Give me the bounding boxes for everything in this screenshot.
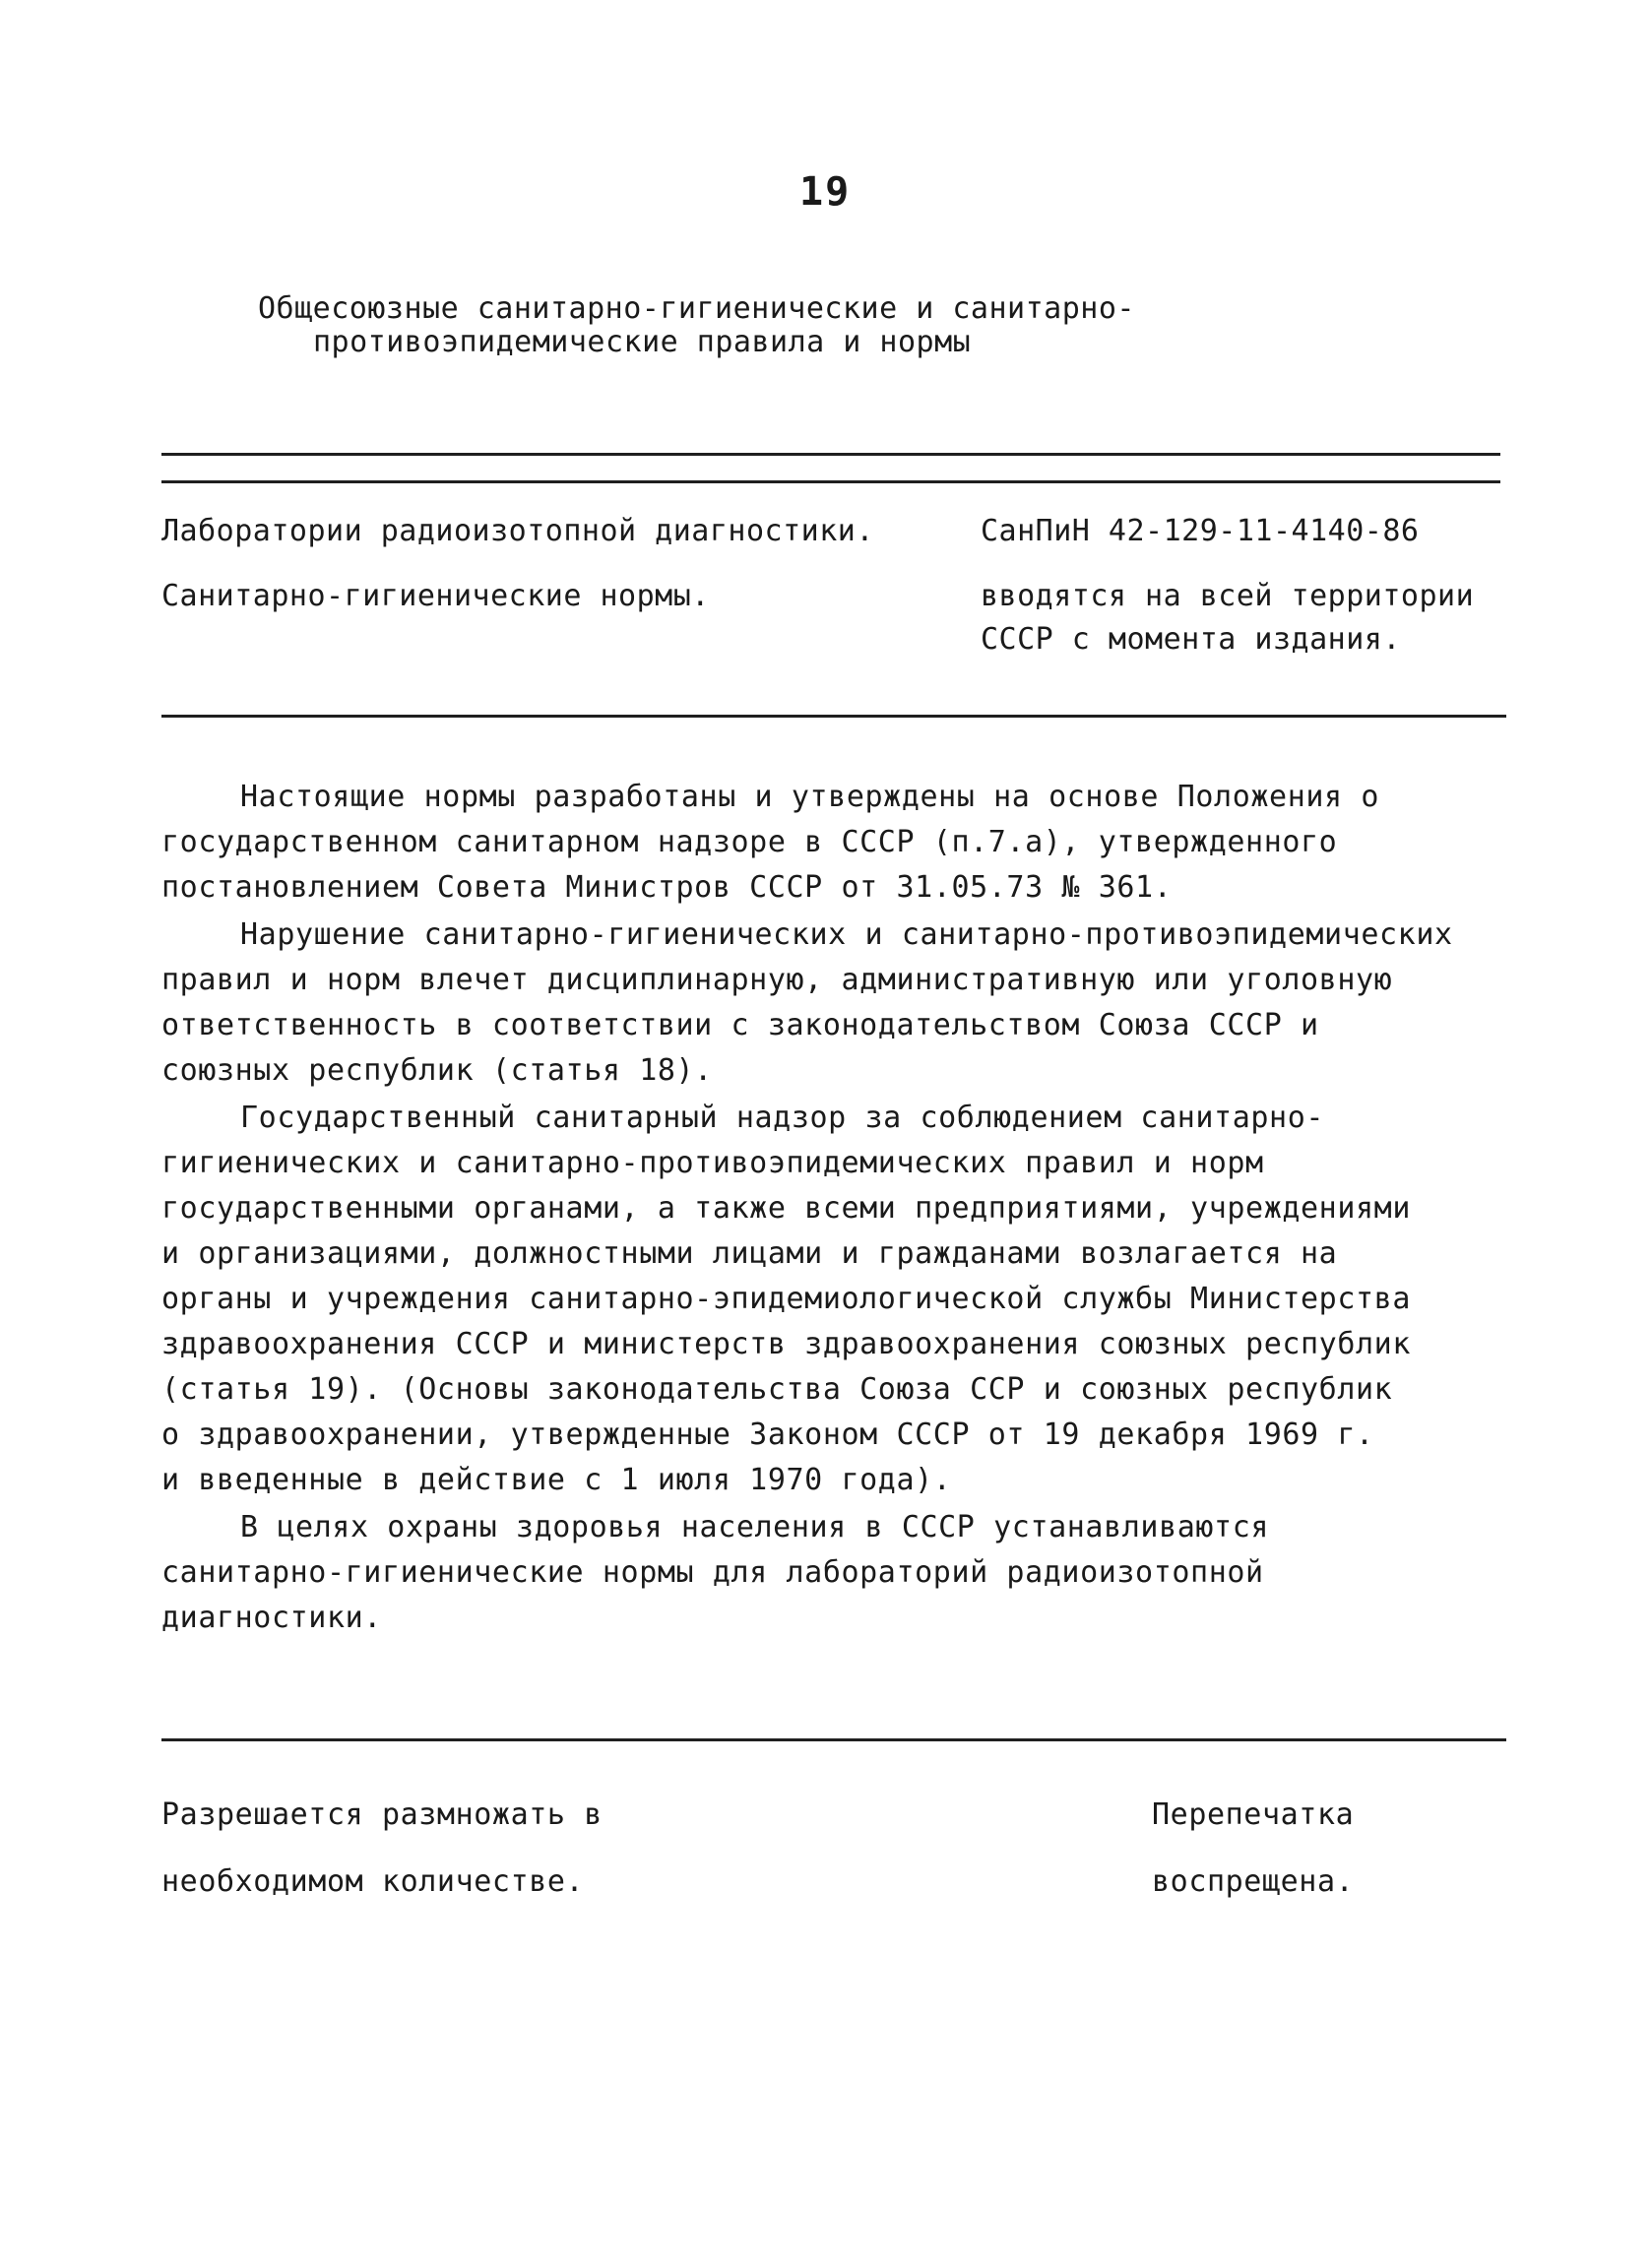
doc-subtitle: Санитарно-гигиенические нормы. <box>161 579 710 613</box>
body-line: союзных республик (статья 18). <box>161 1053 713 1088</box>
doc-code: СанПиН 42-129-11-4140-86 <box>981 514 1420 548</box>
body-line: гигиенических и санитарно-противоэпидемических правил и норм <box>161 1146 1264 1180</box>
doc-title: Лаборатории радиоизотопной диагностики. <box>161 514 874 548</box>
footer-left-line: необходимом количестве. <box>161 1864 585 1899</box>
body-line: государственными органами, а также всеми предприятиями, учреждениями <box>161 1191 1411 1226</box>
body-line: диагностики. <box>161 1601 382 1635</box>
footer-right-line: воспрещена. <box>1152 1864 1355 1899</box>
header-line: противоэпидемические правила и нормы <box>313 325 972 359</box>
doc-scope-line: вводятся на всей территории <box>981 579 1475 613</box>
top-rule-upper <box>161 453 1500 456</box>
footer-right-line: Перепечатка <box>1152 1797 1355 1832</box>
bottom-rule <box>161 1738 1506 1741</box>
body-line: органы и учреждения санитарно-эпидемиологической службы Министерства <box>161 1282 1411 1316</box>
body-line: и организациями, должностными лицами и гражданами возлагается на <box>161 1236 1338 1271</box>
page-number: 19 <box>799 169 852 215</box>
body-line: здравоохранения СССР и министерств здравоохранения союзных республик <box>161 1327 1411 1361</box>
body-line: санитарно-гигиенические нормы для лабораторий радиоизотопной <box>161 1555 1264 1590</box>
body-line: Настоящие нормы разработаны и утверждены на основе Положения о <box>240 780 1380 814</box>
body-line: В целях охраны здоровья населения в СССР устанавливаются <box>240 1510 1270 1544</box>
body-line: Государственный санитарный надзор за соблюдением санитарно- <box>240 1101 1325 1135</box>
body-line: (статья 19). (Основы законодательства Союза ССР и союзных республик <box>161 1372 1393 1407</box>
header-line: Общесоюзные санитарно-гигиенические и санитарно- <box>258 291 1135 326</box>
body-line: Нарушение санитарно-гигиенических и санитарно-противоэпидемических <box>240 917 1453 952</box>
body-line: и введенные в действие с 1 июля 1970 года). <box>161 1463 952 1497</box>
body-line: ответственность в соответствии с законодательством Союза СССР и <box>161 1008 1319 1042</box>
body-line: о здравоохранении, утвержденные Законом СССР от 19 декабря 1969 г. <box>161 1418 1374 1452</box>
top-rule-lower <box>161 480 1500 483</box>
body-line: правил и норм влечет дисциплинарную, административную или уголовную <box>161 963 1393 997</box>
footer-left-line: Разрешается размножать в <box>161 1797 603 1832</box>
middle-rule <box>161 715 1506 718</box>
body-line: постановлением Совета Министров СССР от 31.05.73 № 361. <box>161 870 1173 905</box>
doc-scope-line: СССР с момента издания. <box>981 622 1401 657</box>
body-line: государственном санитарном надзоре в СССР (п.7.а), утвержденного <box>161 825 1338 859</box>
